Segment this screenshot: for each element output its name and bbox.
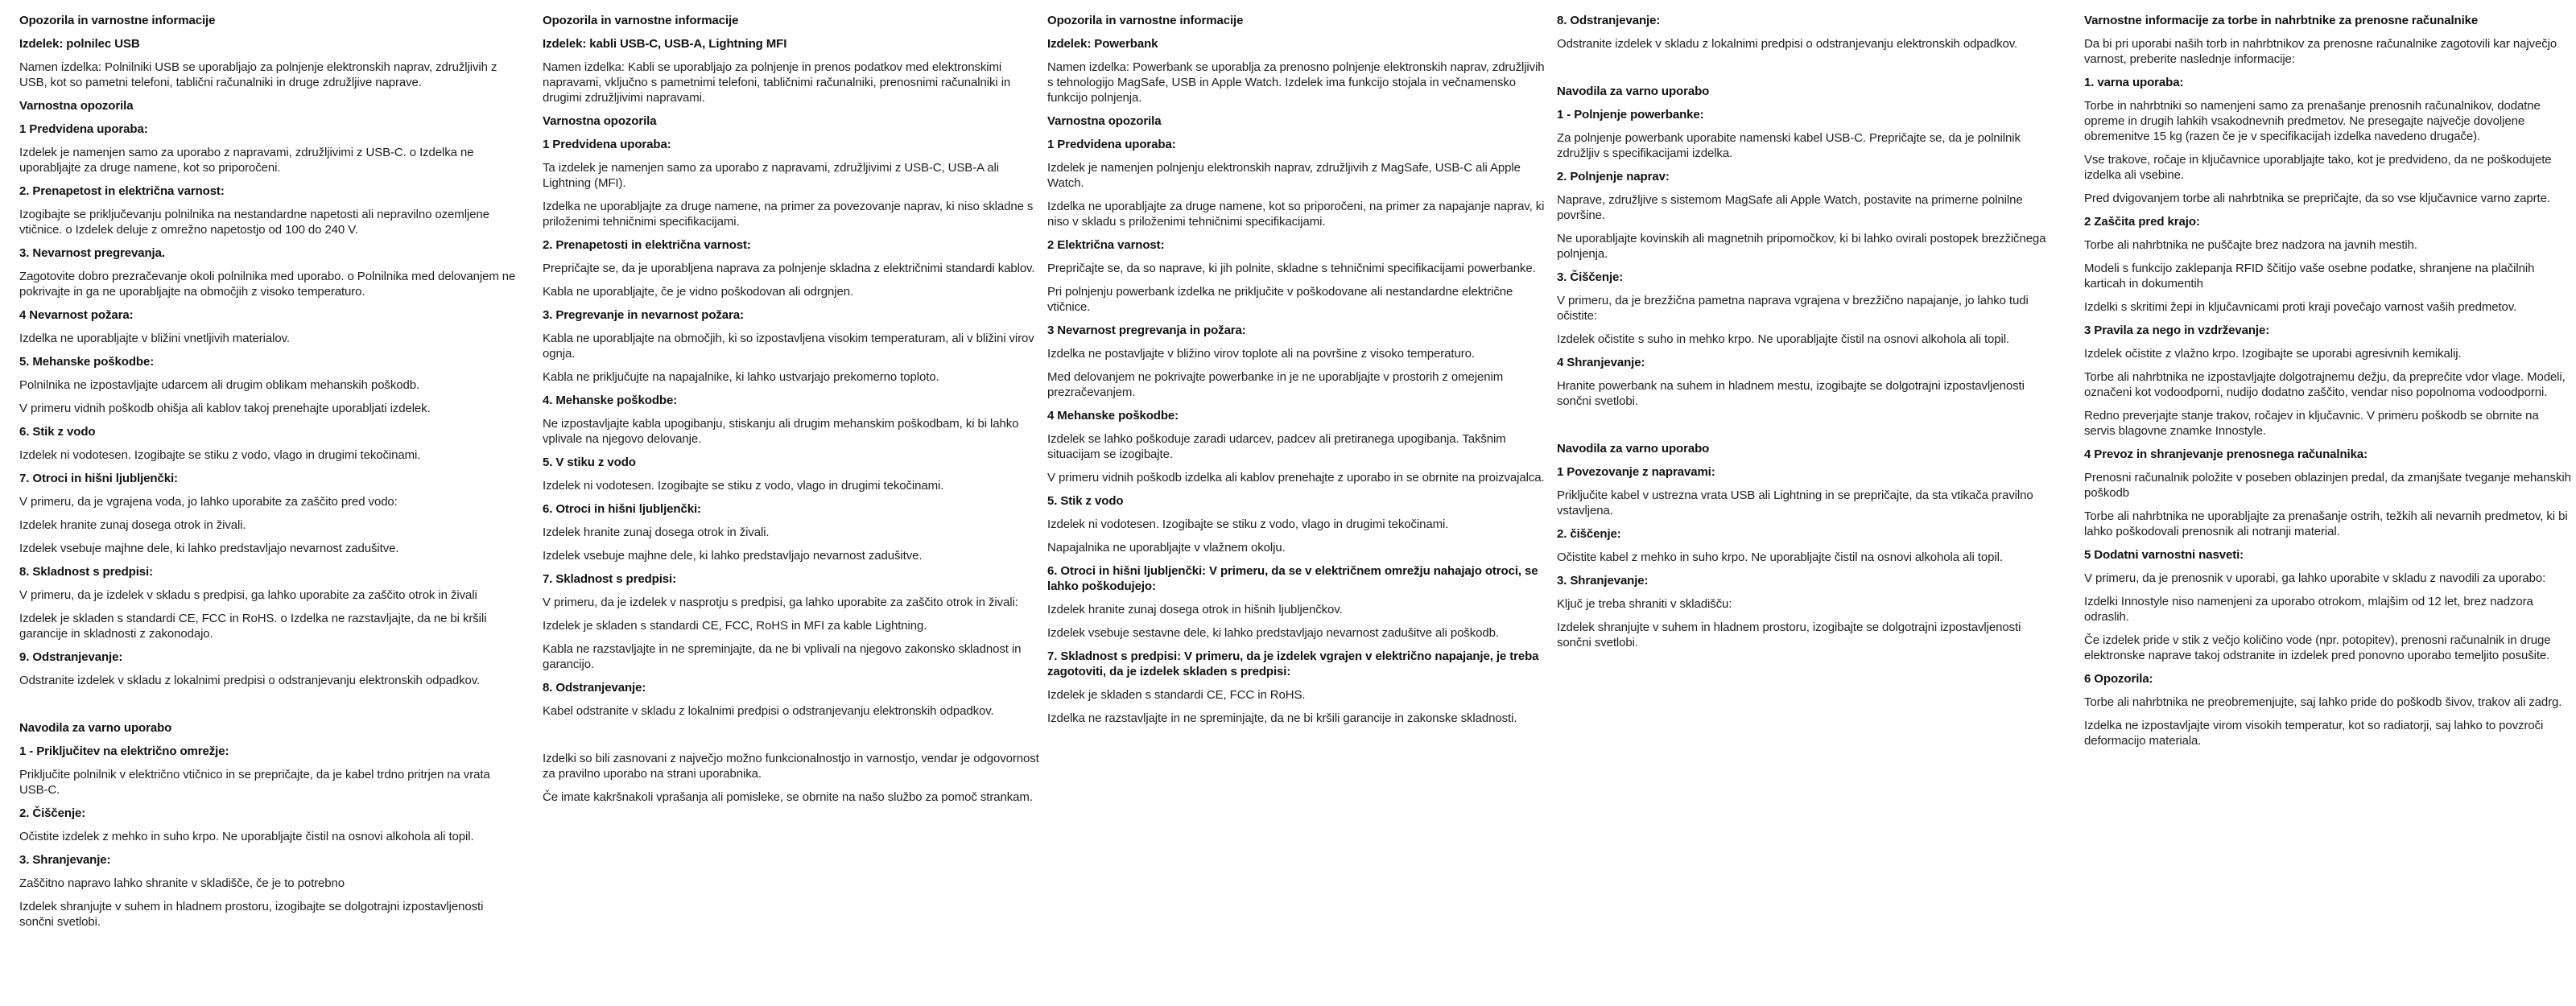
paragraph: Kabla ne priključujte na napajalnike, ki lahko ustvarjajo prekomerno toploto. <box>543 370 939 384</box>
paragraph: Izdelka ne uporabljajte za druge namene, kot so priporočeni, na primer za napajanje naprav, ki niso v skladu s priloženimi tehničnimi specifikacijami. <box>1047 200 1545 229</box>
paragraph: Izdelek hranite zunaj dosega otrok in hišnih ljubljenčkov. <box>1047 603 1343 616</box>
paragraph: Namen izdelka: Powerbank se uporablja za prenosno polnjenje elektronskih naprav, združljivih s tehnologijo MagSafe, USB in Apple Watch. Izdelek ima funkcijo stojala in večnamensko funkcijo polnjenja. <box>1047 60 1545 105</box>
paragraph: Zaščitno napravo lahko shranite v skladišče, če je to potrebno <box>19 876 345 890</box>
paragraph: Prenosni računalnik položite v poseben oblazinjen predal, da zmanjšate tveganje mehanskih poškodb <box>2084 471 2571 500</box>
paragraph: Izdelek shranjujte v suhem in hladnem prostoru, izogibajte se dolgotrajni izpostavljenosti sončni svetlobi. <box>19 900 484 929</box>
paragraph: Modeli s funkcijo zaklepanja RFID ščitijo vaše osebne podatke, shranjene na plačilnih karticah in dokumentih <box>2084 262 2535 291</box>
section-heading: 1 Povezovanje z napravami: <box>1557 465 1715 479</box>
paragraph: Izdelek ni vodotesen. Izogibajte se stiku z vodo, vlago in drugimi tekočinami. <box>1047 517 1449 531</box>
section-heading: 3. Nevarnost pregrevanja. <box>19 246 165 260</box>
section-heading: 2. Čiščenje: <box>19 806 86 820</box>
paragraph: Če imate kakršnakoli vprašanja ali pomisleke, se obrnite na našo službo za pomoč strankam. <box>543 790 1033 804</box>
section-heading: 1 Predvidena uporaba: <box>1047 138 1176 151</box>
paragraph: Očistite kabel z mehko in suho krpo. Ne uporabljajte čistil na osnovi alkohola ali topil. <box>1557 550 2003 564</box>
section-heading: 2. čiščenje: <box>1557 527 1621 541</box>
section-heading: 2. Polnjenje naprav: <box>1557 170 1670 183</box>
section-heading: 2 Električna varnost: <box>1047 238 1165 252</box>
paragraph: V primeru, da je prenosnik v uporabi, ga lahko uporabite v skladu z navodili za uporabo: <box>2084 571 2546 585</box>
paragraph: Izdelka ne postavljajte v bližino virov toplote ali na površine z visoko temperaturo. <box>1047 347 1475 361</box>
paragraph: Izdelek shranjujte v suhem in hladnem prostoru, izogibajte se dolgotrajni izpostavljenosti sončni svetlobi. <box>1557 621 2021 649</box>
paragraph: Izdelek vsebuje majhne dele, ki lahko predstavljajo nevarnost zadušitve. <box>543 549 923 563</box>
paragraph: V primeru, da je izdelek v nasprotju s predpisi, ga lahko uporabite za zaščito otrok in živali: <box>543 596 1018 609</box>
paragraph: Izogibajte se priključevanju polnilnika na nestandardne napetosti ali nepravilno ozemljene vtičnice. o Izdelek deluje z omrežno napetostjo od 100 do 240 V. <box>19 208 489 237</box>
paragraph: Izdelek ni vodotesen. Izogibajte se stiku z vodo, vlago in drugimi tekočinami. <box>543 479 944 493</box>
section-heading: 7. Otroci in hišni ljubljenčki: <box>19 472 178 485</box>
column-2 <box>543 13 1043 813</box>
paragraph: V primeru, da je brezžična pametna naprava vgrajena v brezžično napajanje, jo lahko tudi očistite: <box>1557 294 2029 323</box>
paragraph: Ne izpostavljajte kabla upogibanju, stiskanju ali drugim mehanskim poškodbam, ki bi lahko vplivale na njegovo delovanje. <box>543 417 1019 446</box>
paragraph: Ključ je treba shraniti v skladišču: <box>1557 597 1732 611</box>
section-heading: Opozorila in varnostne informacije <box>1047 14 1244 27</box>
paragraph: V primeru vidnih poškodb ohišja ali kablov takoj prenehajte uporabljati izdelek. <box>19 402 431 415</box>
paragraph: Izdelek je namenjen samo za uporabo z napravami, združljivimi z USB-C. o Izdelka ne uporabljajte za druge namene, kot so priporočeni. <box>19 146 474 175</box>
paragraph: Prepričajte se, da je uporabljena naprava za polnjenje skladna z električnimi standardi kablov. <box>543 262 1035 275</box>
section-heading: Navodila za varno uporabo <box>1557 85 1710 98</box>
section-heading: Opozorila in varnostne informacije <box>19 14 216 27</box>
paragraph: Torbe ali nahrbtnika ne puščajte brez nadzora na javnih mestih. <box>2084 238 2417 252</box>
section-heading: 1 - Priključitev na električno omrežje: <box>19 744 229 758</box>
section-heading: 3 Nevarnost pregrevanja in požara: <box>1047 324 1246 337</box>
section-heading: 8. Odstranjevanje: <box>543 681 646 695</box>
section-heading: Navodila za varno uporabo <box>1557 442 1710 456</box>
section-heading: 1 Predvidena uporaba: <box>543 138 671 151</box>
paragraph: Torbe ali nahrbtnika ne izpostavljajte dolgotrajnemu dežju, da preprečite vdor vlage. Modeli, označeni kot vodoodporni, nudijo dodatno zaščito, vendar niso popolnoma vodoodporni. <box>2084 370 2566 399</box>
paragraph: Izdelek je skladen s standardi CE, FCC, RoHS in MFI za kable Lightning. <box>543 619 927 633</box>
paragraph: Izdelek vsebuje sestavne dele, ki lahko predstavljajo nevarnost zadušitve ali poškodb. <box>1047 626 1499 640</box>
paragraph: Izdelek vsebuje majhne dele, ki lahko predstavljajo nevarnost zadušitve. <box>19 542 399 555</box>
paragraph: Kabla ne uporabljajte, če je vidno poškodovan ali odrgnjen. <box>543 285 854 299</box>
paragraph: Izdelka ne uporabljajte za druge namene, na primer za povezovanje naprav, ki niso skladne s priloženimi tehničnimi specifikacijami. <box>543 200 1034 229</box>
section-heading: 5. Mehanske poškodbe: <box>19 355 155 369</box>
section-heading: 4 Mehanske poškodbe: <box>1047 409 1179 423</box>
paragraph: Zagotovite dobro prezračevanje okoli polnilnika med uporabo. o Polnilnika med delovanjem ne pokrivajte in ga ne uporabljajte na območjih z visoko temperaturo. <box>19 270 516 299</box>
section-heading: Izdelek: polnilec USB <box>19 37 140 51</box>
section-heading: 2 Zaščita pred krajo: <box>2084 215 2200 229</box>
section-heading: 5 Dodatni varnostni nasveti: <box>2084 548 2244 562</box>
paragraph: Izdelek očistite s suho in mehko krpo. Ne uporabljajte čistil na osnovi alkohola ali topil. <box>1557 332 2010 346</box>
section-heading: 8. Odstranjevanje: <box>1557 14 1661 27</box>
section-heading: 3. Čiščenje: <box>1557 270 1624 284</box>
paragraph: Da bi pri uporabi naših torb in nahrbtnikov za prenosne računalnike zagotovili kar največjo varnost, preberite naslednje informacije: <box>2084 37 2557 66</box>
paragraph: Namen izdelka: Polnilniki USB se uporabljajo za polnjenje elektronskih naprav, združljivih z USB, kot so pametni telefoni, tablični računalniki in druge združljive naprave. <box>19 60 497 89</box>
section-heading: Varnostna opozorila <box>543 114 657 128</box>
paragraph: Izdelka ne razstavljajte in ne spreminjajte, da ne bi kršili garancije in zakonske skladnosti. <box>1047 711 1517 725</box>
paragraph: Izdelek ni vodotesen. Izogibajte se stiku z vodo, vlago in drugimi tekočinami. <box>19 448 421 462</box>
paragraph: Izdelek hranite zunaj dosega otrok in živali. <box>19 518 246 532</box>
section-heading: Varnostna opozorila <box>1047 114 1162 128</box>
section-heading: 4 Prevoz in shranjevanje prenosnega računalnika: <box>2084 447 2368 461</box>
paragraph: Za polnjenje powerbank uporabite namenski kabel USB-C. Prepričajte se, da je polnilnik združljiv s specifikacijami izdelka. <box>1557 131 2021 160</box>
paragraph: Izdelki s skritimi žepi in ključavnicami proti kraji povečajo varnost vaših predmetov. <box>2084 300 2517 314</box>
section-heading: 6. Otroci in hišni ljubljenčki: <box>543 502 701 516</box>
paragraph: Redno preverjajte stanje trakov, ročajev in ključavnic. V primeru poškodb se obrnite na servis blagovne znamke Innostyle. <box>2084 409 2539 438</box>
paragraph: Kabla ne uporabljajte na območjih, ki so izpostavljena visokim temperaturam, ali v bližini virov ognja. <box>543 332 1034 361</box>
paragraph: Priključite polnilnik v električno vtičnico in se prepričajte, da je kabel trdno pritrjen na vrata USB-C. <box>19 768 490 797</box>
section-heading: Opozorila in varnostne informacije <box>543 14 739 27</box>
paragraph: Očistite izdelek z mehko in suho krpo. Ne uporabljajte čistil na osnovi alkohola ali topil. <box>19 830 474 843</box>
paragraph: Izdelek očistite z vlažno krpo. Izogibajte se uporabi agresivnih kemikalij. <box>2084 347 2462 361</box>
section-heading: 6. Stik z vodo <box>19 425 96 439</box>
section-heading: 7. Skladnost s predpisi: <box>543 572 676 586</box>
paragraph: Odstranite izdelek v skladu z lokalnimi predpisi o odstranjevanju elektronskih odpadkov. <box>19 674 481 687</box>
section-heading: 2. Prenapetost in električna varnost: <box>19 184 225 198</box>
paragraph: Izdelki Innostyle niso namenjeni za uporabo otrokom, mlajšim od 12 let, brez nadzora odraslih. <box>2084 595 2533 624</box>
paragraph: Naprave, združljive s sistemom MagSafe ali Apple Watch, postavite na primerne polnilne površine. <box>1557 193 2023 222</box>
paragraph: Ne uporabljajte kovinskih ali magnetnih pripomočkov, ki bi lahko ovirali postopek brezžičnega polnjenja. <box>1557 232 2046 261</box>
section-heading: 4 Shranjevanje: <box>1557 356 1645 369</box>
paragraph: Kabla ne razstavljajte in ne spreminjajte, da ne bi vplivali na njegovo zakonsko skladnost in garancijo. <box>543 642 1022 671</box>
section-heading: 1 - Polnjenje powerbanke: <box>1557 108 1704 122</box>
paragraph: Izdelek hranite zunaj dosega otrok in živali. <box>543 526 770 539</box>
section-heading: Izdelek: Powerbank <box>1047 37 1158 51</box>
paragraph: Namen izdelka: Kabli se uporabljajo za polnjenje in prenos podatkov med elektronskimi napravami, vključno s pametnimi telefoni, tabličnimi računalniki, prenosnimi računalniki in drugimi združljivimi napravami. <box>543 60 1011 105</box>
column-1 <box>19 13 520 938</box>
section-heading: 3. Shranjevanje: <box>1557 574 1649 588</box>
paragraph: V primeru vidnih poškodb izdelka ali kablov prenehajte z uporabo in se obrnite na proizvajalca. <box>1047 471 1545 484</box>
section-heading: 6. Otroci in hišni ljubljenčki: V primeru, da se v električnem omrežju nahajajo otroci, se lahko poškodujejo: <box>1047 564 1538 593</box>
paragraph: Ta izdelek je namenjen samo za uporabo z napravami, združljivimi z USB-C, USB-A ali Lightning (MFI). <box>543 161 999 190</box>
paragraph: V primeru, da je vgrajena voda, jo lahko uporabite za zaščito pred vodo: <box>19 495 398 509</box>
section-heading: 4. Mehanske poškodbe: <box>543 394 678 407</box>
paragraph: Izdelek je skladen s standardi CE, FCC in RoHS. <box>1047 688 1306 702</box>
paragraph: Če izdelek pride v stik z večjo količino vode (npr. potopitev), prenosni računalnik in druge elektronske naprave takoj odstranite in izdelek pred ponovno uporabo temeljito posušite. <box>2084 633 2551 662</box>
section-heading: 1. varna uporaba: <box>2084 76 2184 89</box>
paragraph: Kabel odstranite v skladu z lokalnimi predpisi o odstranjevanju elektronskih odpadkov. <box>543 704 994 718</box>
section-heading: Navodila za varno uporabo <box>19 721 172 735</box>
paragraph: Izdelki so bili zasnovani z največjo možno funkcionalnostjo in varnostjo, vendar je odgovornost za pravilno uporabo na strani uporabnika. <box>543 752 1039 781</box>
paragraph: Izdelek je namenjen polnjenju elektronskih naprav, združljivih z MagSafe, USB-C ali Apple Watch. <box>1047 161 1521 190</box>
section-heading: Varnostna opozorila <box>19 99 134 113</box>
paragraph: Torbe in nahrbtniki so namenjeni samo za prenašanje prenosnih računalnikov, dodatne opreme in drugih lahkih vsakodnevnih predmetov. Ne presegajte največje dovoljene obremenitve 15 kg (razen če je v specifikacijah izdelka navedeno drugače). <box>2084 99 2541 143</box>
paragraph: Izdelka ne uporabljajte v bližini vnetljivih materialov. <box>19 332 290 345</box>
section-heading: 3. Shranjevanje: <box>19 853 111 867</box>
paragraph: V primeru, da je izdelek v skladu s predpisi, ga lahko uporabite za zaščito otrok in živali <box>19 588 477 602</box>
column-4 <box>1557 13 2058 658</box>
paragraph: Polnilnika ne izpostavljajte udarcem ali drugim oblikam mehanskih poškodb. <box>19 378 420 392</box>
section-heading: 5. Stik z vodo <box>1047 494 1124 508</box>
paragraph: Priključite kabel v ustrezna vrata USB ali Lightning in se prepričajte, da sta vtikača pravilno vstavljena. <box>1557 489 2033 517</box>
paragraph: Torbe ali nahrbtnika ne uporabljajte za prenašanje ostrih, težkih ali nevarnih predmetov, ki bi lahko poškodovali prenosnik ali notranji material. <box>2084 509 2568 538</box>
section-heading: Varnostne informacije za torbe in nahrbtnike za prenosne računalnike <box>2084 14 2479 27</box>
paragraph: Pri polnjenju powerbank izdelka ne priključite v poškodovane ali nestandardne električne vtičnice. <box>1047 285 1513 314</box>
paragraph: Izdelka ne izpostavljajte virom visokih temperatur, kot so radiatorji, saj lahko to povzroči deformacijo materiala. <box>2084 719 2544 748</box>
paragraph: Izdelek je skladen s standardi CE, FCC in RoHS. o Izdelka ne razstavljajte, da ne bi kršili garancije in skladnosti z zakonodajo. <box>19 612 487 641</box>
paragraph: Odstranite izdelek v skladu z lokalnimi predpisi o odstranjevanju elektronskih odpadkov. <box>1557 37 2018 51</box>
section-heading: 2. Prenapetosti in električna varnost: <box>543 238 751 252</box>
section-heading: 4 Nevarnost požara: <box>19 308 134 322</box>
paragraph: Pred dvigovanjem torbe ali nahrbtnika se prepričajte, da so vse ključavnice varno zaprte. <box>2084 192 2550 205</box>
section-heading: 1 Predvidena uporaba: <box>19 122 148 136</box>
section-heading: 3. Pregrevanje in nevarnost požara: <box>543 308 744 322</box>
section-heading: 3 Pravila za nego in vzdrževanje: <box>2084 324 2270 337</box>
paragraph: Hranite powerbank na suhem in hladnem mestu, izogibajte se dolgotrajni izpostavljenosti sončni svetlobi. <box>1557 379 2025 408</box>
section-heading: 8. Skladnost s predpisi: <box>19 565 153 579</box>
paragraph: Vse trakove, ročaje in ključavnice uporabljajte tako, kot je predvideno, da ne poškodujete izdelka ali vsebine. <box>2084 153 2552 182</box>
paragraph: Torbe ali nahrbtnika ne preobremenjujte, saj lahko pride do poškodb šivov, trakov ali zadrg. <box>2084 695 2562 709</box>
paragraph: Napajalnika ne uporabljajte v vlažnem okolju. <box>1047 541 1286 555</box>
section-heading: 6 Opozorila: <box>2084 672 2153 686</box>
column-3 <box>1047 13 1548 734</box>
section-heading: 7. Skladnost s predpisi: V primeru, da je izdelek vgrajen v električno napajanje, je treba zagotoviti, da je izdelek skladen s predpisi: <box>1047 649 1539 678</box>
section-heading: 9. Odstranjevanje: <box>19 650 123 664</box>
column-5 <box>2084 13 2572 757</box>
paragraph: Med delovanjem ne pokrivajte powerbanke in je ne uporabljajte v prostorih z omejenim prezračevanjem. <box>1047 370 1504 399</box>
section-heading: Izdelek: kabli USB-C, USB-A, Lightning MFI <box>543 37 787 51</box>
paragraph: Prepričajte se, da so naprave, ki jih polnite, skladne s tehničnimi specifikacijami powerbanke. <box>1047 262 1536 275</box>
section-heading: 5. V stiku z vodo <box>543 456 636 469</box>
paragraph: Izdelek se lahko poškoduje zaradi udarcev, padcev ali pretiranega upogibanja. Takšnim situacijam se izogibajte. <box>1047 432 1506 461</box>
